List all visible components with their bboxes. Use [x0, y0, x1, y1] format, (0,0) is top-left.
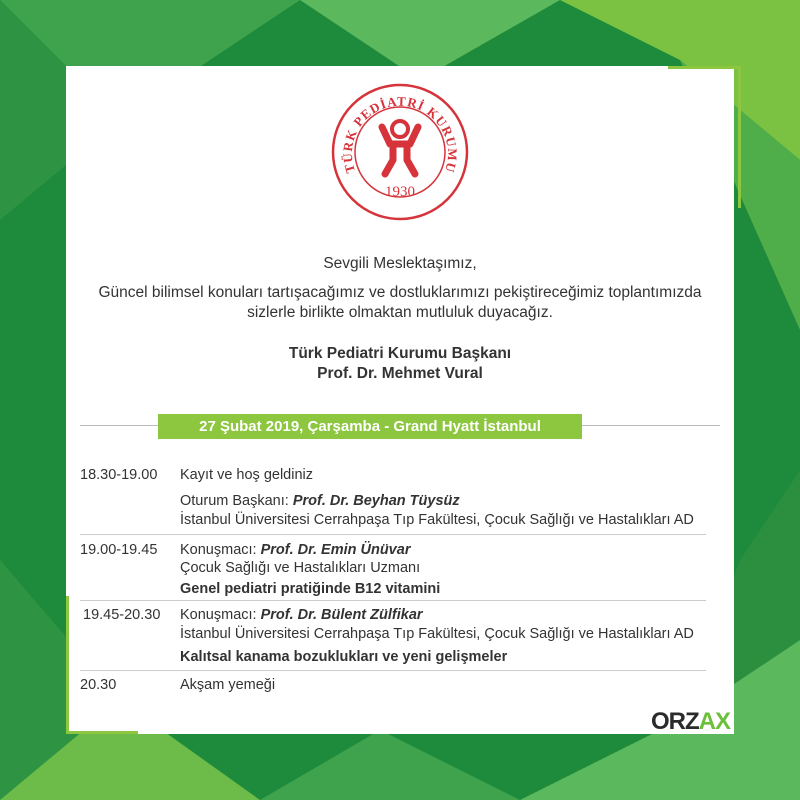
intro-line-2: sizlerle birlikte olmaktan mutluluk duyacağız.	[247, 304, 553, 321]
accent-line-left	[66, 596, 69, 734]
speaker-2: Konuşmacı: Prof. Dr. Bülent Zülfikar	[180, 607, 423, 623]
signature-title: Türk Pediatri Kurumu Başkanı	[288, 345, 512, 362]
tpk-seal-logo	[330, 82, 470, 222]
accent-line-bottom	[66, 731, 138, 734]
row-divider	[80, 534, 706, 535]
speaker-1: Konuşmacı: Prof. Dr. Emin Ünüvar	[180, 542, 411, 558]
greeting: Sevgili Meslektaşımız,	[323, 255, 477, 272]
intro-line-1: Güncel bilimsel konuları tartışacağımız ve dostluklarımızı pekiştireceğimiz toplantımızda	[98, 284, 702, 301]
row-divider	[80, 600, 706, 601]
signature-name: Prof. Dr. Mehmet Vural	[317, 365, 483, 382]
orzax-logo: ORZAX	[650, 708, 730, 735]
talk-1-topic: Genel pediatri pratiğinde B12 vitamini	[180, 581, 441, 597]
session-chair-affiliation: İstanbul Üniversitesi Cerrahpaşa Tıp Fakültesi, Çocuk Sağlığı ve Hastalıkları AD	[180, 512, 694, 528]
speaker-1-affiliation: Çocuk Sağlığı ve Hastalıkları Uzmanı	[180, 560, 421, 576]
speaker-2-affiliation: İstanbul Üniversitesi Cerrahpaşa Tıp Fakültesi, Çocuk Sağlığı ve Hastalıkları AD	[180, 626, 694, 642]
program-item-dinner: Akşam yemeği	[180, 677, 276, 693]
program-time-2: 19.00-19.45	[80, 542, 158, 558]
talk-2-topic: Kalıtsal kanama bozuklukları ve yeni gelişmeler	[180, 649, 508, 665]
seal-year: 1930	[385, 184, 415, 200]
program-time-3: 19.45-20.30	[83, 607, 161, 623]
accent-line-right	[738, 66, 741, 208]
svg-text:TÜRK PEDİATRİ KURUMU: TÜRK PEDİATRİ KURUMU	[339, 93, 461, 175]
date-venue-banner: 27 Şubat 2019, Çarşamba - Grand Hyatt İstanbul	[158, 414, 582, 439]
row-divider	[80, 670, 706, 671]
accent-line-top	[668, 66, 741, 69]
program-item-registration: Kayıt ve hoş geldiniz	[180, 467, 313, 483]
program-time-4: 20.30	[80, 677, 117, 693]
program-time-1: 18.30-19.00	[80, 467, 158, 483]
session-chair: Oturum Başkanı: Prof. Dr. Beyhan Tüysüz	[180, 493, 460, 509]
